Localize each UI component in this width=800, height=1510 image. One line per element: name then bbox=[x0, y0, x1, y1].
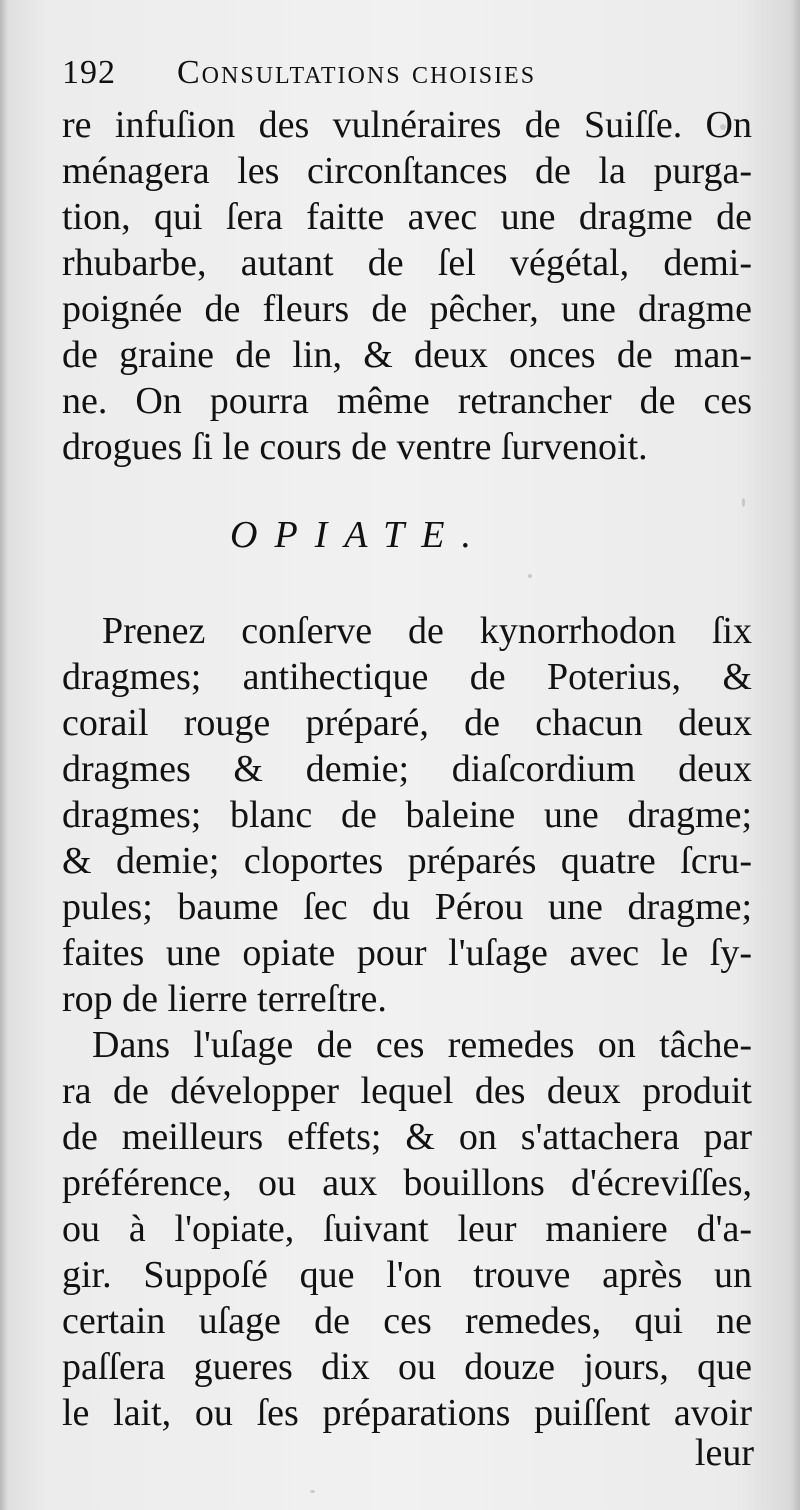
text-line: dragmes & demie; diaſcordium deux bbox=[62, 748, 752, 790]
text-line: ménagera les circonſtances de la purga- bbox=[62, 150, 752, 192]
text-line: faites une opiate pour l'uſage avec le ſy- bbox=[62, 932, 752, 974]
running-head bbox=[62, 48, 752, 96]
text-line: rop de lierre terreſtre. bbox=[62, 978, 387, 1020]
catchword: leur bbox=[694, 1432, 754, 1474]
page-number: 192 bbox=[62, 54, 116, 91]
text-line: dragmes; antihectique de Poterius, & bbox=[62, 656, 752, 698]
paper-speck bbox=[310, 1490, 315, 1493]
text-line: drogues ſi le cours de ventre ſurvenoit. bbox=[62, 426, 648, 468]
text-line: Dans l'uſage de ces remedes on tâche- bbox=[92, 1024, 752, 1066]
text-line: certain uſage de ces remedes, qui ne bbox=[62, 1300, 752, 1342]
text-line: ou à l'opiate, ſuivant leur maniere d'a- bbox=[62, 1208, 752, 1250]
text-line: re infuſion des vulnéraires de Suiſſe. On bbox=[62, 104, 752, 146]
text-line: gir. Suppoſé que l'on trouve après un bbox=[62, 1254, 752, 1296]
text-line: ra de développer lequel des deux produit bbox=[62, 1070, 752, 1112]
running-title: Consultations choisies bbox=[177, 54, 537, 91]
text-line: de meilleurs effets; & on s'attachera par bbox=[62, 1116, 752, 1158]
text-line: poignée de fleurs de pêcher, une dragme bbox=[62, 288, 752, 330]
text-line: ne. On pourra même retrancher de ces bbox=[62, 380, 752, 422]
text-line: & demie; cloportes préparés quatre ſcru- bbox=[62, 840, 752, 882]
page-edge-right bbox=[790, 0, 800, 1510]
paper-speck bbox=[528, 574, 532, 578]
text-line: tion, qui ſera faitte avec une dragme de bbox=[62, 196, 752, 238]
text-line: pules; baume ſec du Pérou une dragme; bbox=[62, 886, 752, 928]
paper-speck bbox=[720, 124, 726, 130]
text-line: dragmes; blanc de baleine une dragme; bbox=[62, 794, 752, 836]
section-heading: OPIATE. bbox=[230, 514, 488, 556]
text-line: Prenez conſerve de kynorrhodon ſix bbox=[102, 610, 752, 652]
text-line: rhubarbe, autant de ſel végétal, demi- bbox=[62, 242, 752, 284]
page-edge-left bbox=[0, 0, 8, 1510]
text-line: préférence, ou aux bouillons d'écreviſſes, bbox=[62, 1162, 752, 1204]
paper-speck bbox=[742, 498, 745, 507]
text-line: de graine de lin, & deux onces de man- bbox=[62, 334, 752, 376]
text-line: corail rouge préparé, de chacun deux bbox=[62, 702, 752, 744]
text-line: paſſera gueres dix ou douze jours, que bbox=[62, 1346, 752, 1388]
text-line: le lait, ou ſes préparations puiſſent avoir bbox=[62, 1392, 752, 1434]
